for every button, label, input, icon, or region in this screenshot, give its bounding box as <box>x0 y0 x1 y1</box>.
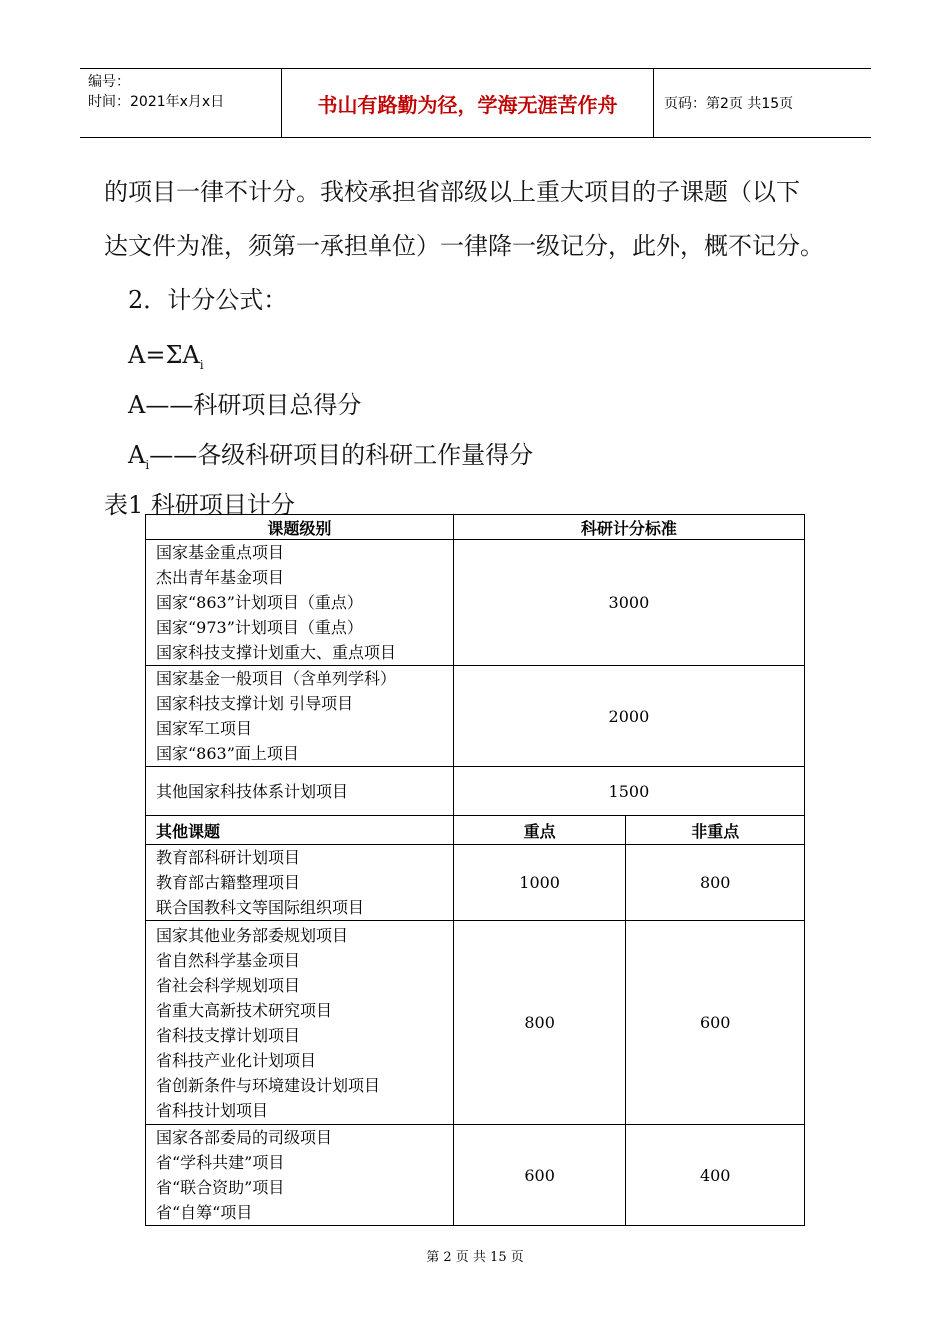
list-item: 教育部古籍整理项目 <box>156 873 301 892</box>
list-item: 省科技产业化计划项目 <box>156 1050 317 1070</box>
list-item: 省科技计划项目 <box>156 1100 269 1120</box>
document-body <box>104 168 864 530</box>
list-item: 国家科技支撑计划重大、重点项目 <box>156 643 397 662</box>
list-item: 其他国家科技体系计划项目 <box>156 781 349 801</box>
list-item: 国家“863”面上项目 <box>156 744 299 763</box>
list-item: 国家科技支撑计划 引导项目 <box>156 694 354 713</box>
list-item: 省“自筹“项目 <box>156 1203 253 1222</box>
col-header-standard: 科研计分标准 <box>453 515 804 540</box>
national-group-2-score: 2000 <box>453 666 804 767</box>
other-group-2-items <box>146 921 454 1125</box>
header-motto: 书山有路勤为径，学海无涯苦作舟 <box>282 69 654 137</box>
table-row <box>146 1125 805 1226</box>
table-row <box>146 845 805 921</box>
table-row <box>146 666 805 767</box>
other-group-3-key: 600 <box>453 1125 626 1226</box>
other-group-1-nonkey: 800 <box>626 845 805 921</box>
national-group-1-items <box>146 540 454 666</box>
list-item: 国家“973”计划项目（重点） <box>156 618 363 637</box>
list-item: 国家军工项目 <box>156 719 253 738</box>
formula-main-subscript: i <box>199 357 204 372</box>
list-item: 省重大高新技术研究项目 <box>156 1000 333 1020</box>
definition-ai <box>104 430 864 480</box>
list-item: 国家各部委局的司级项目 <box>156 1128 333 1147</box>
list-item: 国家基金一般项目（含单列学科） <box>156 669 397 688</box>
col-header-nonkey: 非重点 <box>626 816 805 845</box>
definition-ai-subscript: i <box>145 457 150 472</box>
other-group-1-items <box>146 845 454 921</box>
list-item: 省“学科共建”项目 <box>156 1153 285 1172</box>
national-group-3-items <box>146 767 454 816</box>
definition-a: A——科研项目总得分 <box>128 391 362 419</box>
national-group-2-items <box>146 666 454 767</box>
national-group-1-score: 3000 <box>453 540 804 666</box>
list-item: 教育部科研计划项目 <box>156 848 301 867</box>
col-header-key: 重点 <box>453 816 626 845</box>
other-group-2-key: 800 <box>453 921 626 1125</box>
definition-ai-text: ——各级科研项目的科研工作量得分 <box>149 441 534 469</box>
list-item: 省“联合资助”项目 <box>156 1178 285 1197</box>
definition-ai-symbol: A <box>128 441 146 469</box>
page-footer: 第 2 页 共 15 页 <box>426 1250 524 1265</box>
list-item: 杰出青年基金项目 <box>156 568 285 587</box>
other-group-3-nonkey: 400 <box>626 1125 805 1226</box>
document-number-label: 编号： <box>88 74 130 90</box>
table-row <box>146 540 805 666</box>
other-group-3-items <box>146 1125 454 1226</box>
table-header-row <box>146 515 805 540</box>
list-item: 省社会科学规划项目 <box>156 975 301 995</box>
other-group-1-key: 1000 <box>453 845 626 921</box>
list-item: 国家“863”计划项目（重点） <box>156 593 363 612</box>
page-header <box>80 68 871 138</box>
score-table <box>145 514 805 1226</box>
header-meta <box>80 69 282 137</box>
col-header-level: 课题级别 <box>146 515 454 540</box>
other-label: 其他课题 <box>146 816 454 845</box>
header-page-info: 页码：第2页 共15页 <box>664 96 794 112</box>
list-item: 国家基金重点项目 <box>156 543 285 562</box>
paragraph-line-2: 达文件为准，须第一承担单位）一律降一级记分，此外，概不记分。 <box>104 232 824 260</box>
table-row <box>146 921 805 1125</box>
formula-main <box>104 330 864 380</box>
list-item: 国家其他业务部委规划项目 <box>156 925 349 945</box>
list-item: 联合国教科文等国际组织项目 <box>156 898 365 917</box>
formula-heading: 2．计分公式： <box>128 286 288 314</box>
other-group-2-nonkey: 600 <box>626 921 805 1125</box>
table-title: 表1 科研项目计分 <box>104 491 295 519</box>
formula-main-text: A=ΣA <box>128 341 200 369</box>
other-header-row <box>146 816 805 845</box>
paragraph-line-1: 的项目一律不计分。我校承担省部级以上重大项目的子课题（以下 <box>104 178 800 206</box>
national-group-3-score: 1500 <box>453 767 804 816</box>
document-time-label: 时间：2021年x月x日 <box>88 94 225 110</box>
list-item: 省科技支撑计划项目 <box>156 1025 301 1045</box>
list-item: 省创新条件与环境建设计划项目 <box>156 1075 381 1095</box>
list-item: 省自然科学基金项目 <box>156 950 301 970</box>
table-row <box>146 767 805 816</box>
